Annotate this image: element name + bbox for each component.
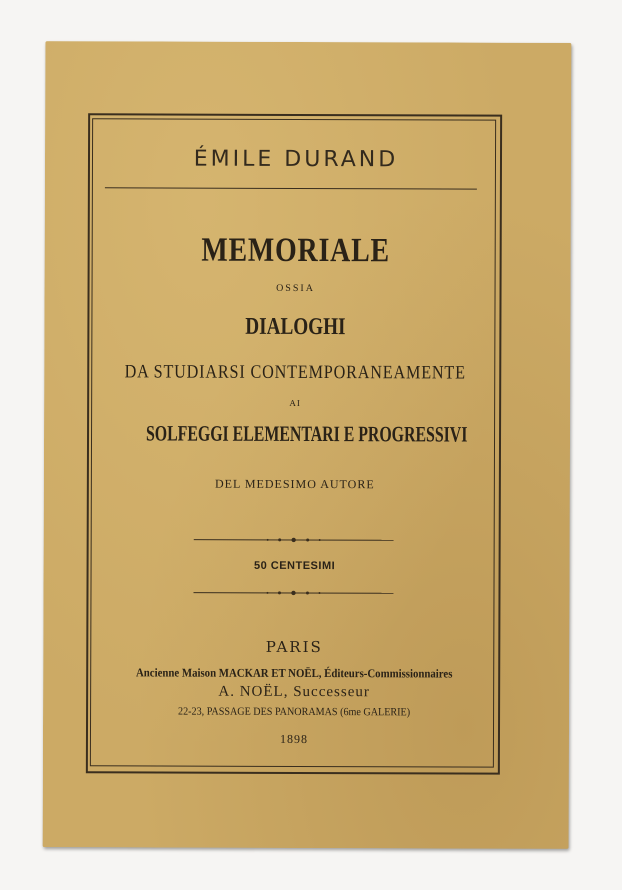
book-subtitle: DIALOGHI [245,313,346,341]
subtitle-line-autore: DEL MEDESIMO AUTORE [214,476,375,492]
publication-year: 1898 [279,731,308,747]
publisher-address: 22-23, PASSAGE DES PANORAMAS (6me GALERIE) [178,705,411,719]
ornament-rule-bottom [193,588,393,599]
publication-city: PARIS [265,637,323,657]
book-title: MEMORIALE [201,231,391,270]
subtitle-line-studiarsi: DA STUDIARSI CONTEMPORANEAMENTE [124,361,466,384]
subtitle-line-solfeggi: SOLFEGGI ELEMENTARI E PROGRESSIVI [145,420,468,447]
book-cover [43,41,572,849]
price-label: 50 CENTESIMI [253,559,336,573]
publisher-line: Ancienne Maison MACKAR ET NOËL, Éditeurs-Commissionnaires [135,665,453,681]
ossia-connector: OSSIA [276,282,316,295]
author-name: ÉMILE DURAND [193,146,399,173]
successor-line: A. NOËL, Successeur [218,683,370,701]
ai-connector: AI [289,397,301,408]
ornament-rule-top [194,535,394,546]
